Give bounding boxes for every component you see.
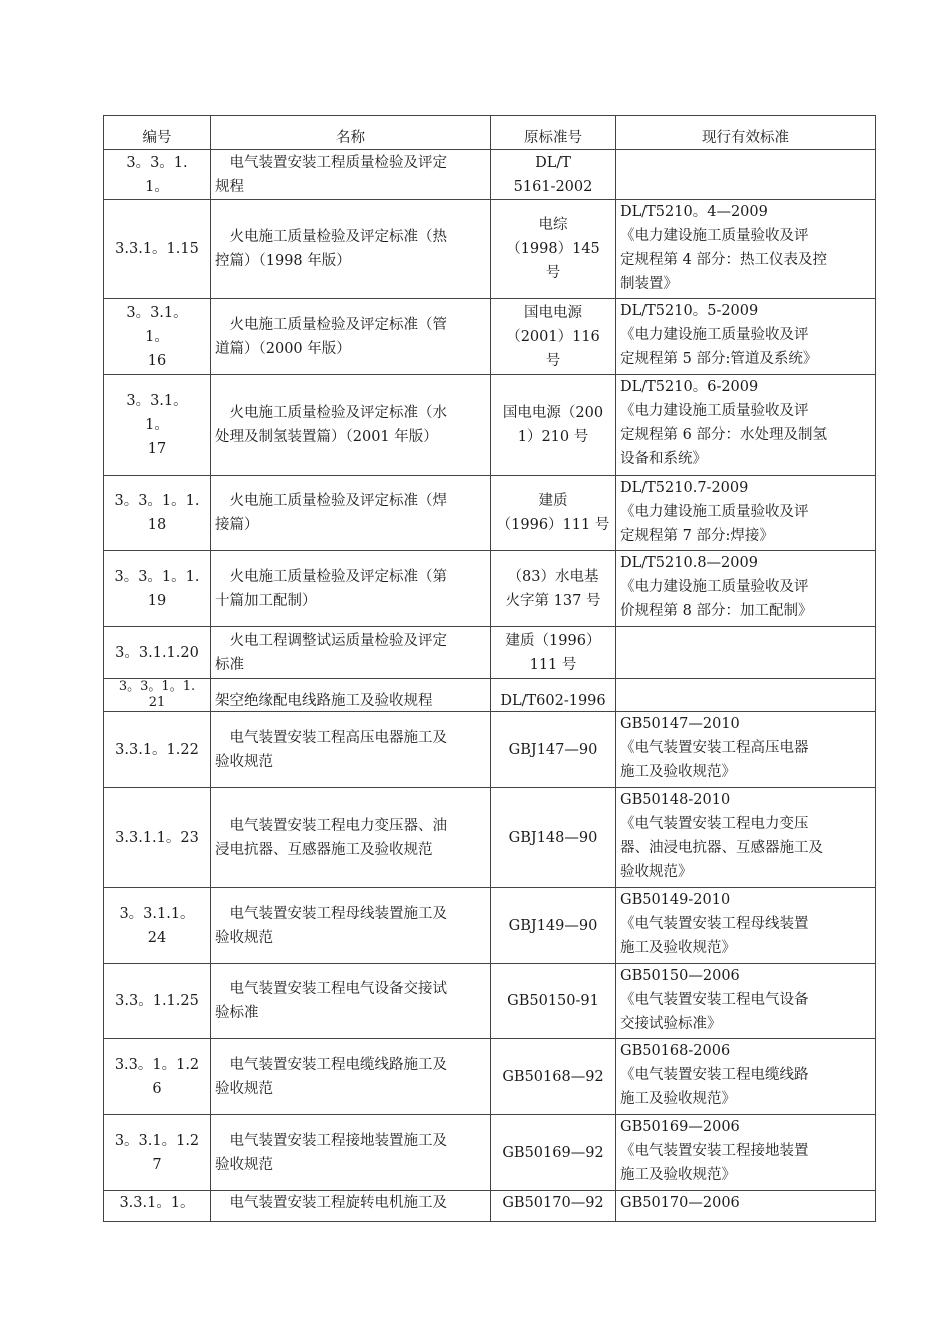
cell-name: 火电施工质量检验及评定标准（焊 接篇） (215, 493, 447, 533)
cell-name: 火电施工质量检验及评定标准（管 道篇）（2000 年版） (215, 316, 447, 357)
cell-name: 火电施工质量检验及评定标准（第 十篇加工配制） (215, 568, 447, 609)
cell-original-standard: GB50170—92 (502, 1195, 604, 1211)
cell-name: 电气装置安装工程质量检验及评定 规程 (215, 154, 447, 195)
cell-original-standard: 国电电源 （2001）116 号 (506, 304, 600, 369)
cell-original-standard: DL/T602-1996 (500, 693, 606, 709)
cell-current-standard: GB50149-2010 《电气装置安装工程母线装置 施工及验收规范》 (620, 892, 809, 956)
table-row (104, 551, 876, 627)
cell-code: 3.3。1.1.25 (115, 993, 199, 1009)
table-row (104, 476, 876, 551)
cell-original-standard: （83）水电基 火字第 137 号 (505, 568, 601, 609)
cell-original-standard: GBJ148—90 (508, 829, 598, 846)
cell-name: 电气装置安装工程母线装置施工及 验收规范 (215, 905, 447, 946)
cell-code: 3。3.1。1.2 7 (114, 1132, 200, 1173)
cell-current-standard: GB50170—2006 (620, 1195, 740, 1211)
cell-current-standard: DL/T5210。5-2009 《电力建设施工质量验收及评 定规程第 5 部分:管道及系统》 (620, 303, 818, 367)
cell-original-standard: GBJ149—90 (508, 917, 598, 934)
cell-current-standard: GB50147—2010 《电气装置安装工程高压电器 施工及验收规范》 (620, 716, 809, 780)
table-row (104, 150, 876, 200)
cell-current-standard: DL/T5210.7-2009 《电力建设施工质量验收及评 定规程第 7 部分:焊接》 (620, 480, 809, 544)
cell-original-standard: DL/T 5161-2002 (513, 154, 593, 195)
cell-code: 3.3.1.1。23 (115, 829, 199, 846)
cell-original-standard: GBJ147—90 (508, 741, 598, 758)
table-row (104, 1115, 876, 1191)
table-row (104, 1191, 876, 1222)
table-row (104, 200, 876, 299)
standards-table (103, 115, 876, 1222)
cell-current-standard: GB50150—2006 《电气装置安装工程电气设备 交接试验标准》 (620, 968, 809, 1032)
cell-current-standard: GB50148-2010 《电气装置安装工程电力变压 器、油浸电抗器、互感器施工及 验收规范》 (620, 792, 823, 880)
table-header-row (104, 116, 876, 150)
cell-code: 3。3。1。1. 19 (114, 568, 200, 609)
cell-name: 电气装置安装工程旋转电机施工及 (215, 1195, 447, 1211)
cell-name: 火电施工质量检验及评定标准（水 处理及制氢装置篇）（2001 年版） (215, 405, 447, 445)
cell-current-standard: DL/T5210.8—2009 《电力建设施工质量验收及评 价规程第 8 部分：加工配制》 (620, 555, 813, 619)
cell-name: 电气装置安装工程电力变压器、油 浸电抗器、互感器施工及验收规范 (215, 817, 447, 858)
table-row (104, 375, 876, 476)
cell-original-standard: GB50168—92 (502, 1068, 604, 1085)
table-row (104, 964, 876, 1039)
cell-name: 火电施工质量检验及评定标准（热 控篇）（1998 年版） (215, 229, 447, 269)
table-row (104, 299, 876, 375)
cell-code: 3。3.1。 1。 17 (126, 393, 188, 457)
cell-code: 3。3。1。1. 21 (118, 679, 196, 710)
cell-name: 电气装置安装工程电气设备交接试 验标准 (215, 981, 447, 1021)
table-row (104, 627, 876, 679)
table-row (104, 788, 876, 888)
table-row (104, 888, 876, 964)
header-name: 名称 (211, 116, 491, 150)
cell-code: 3。3.1.1.20 (115, 644, 199, 661)
cell-code: 3.3.1。1。 (119, 1195, 195, 1211)
cell-original-standard: 建质 （1996）111 号 (496, 493, 610, 533)
cell-code: 3。3.1.1。 24 (119, 905, 195, 946)
cell-name: 火电工程调整试运质量检验及评定 标准 (215, 632, 447, 673)
cell-code: 3。3.1。 1。 16 (126, 304, 188, 369)
cell-name: 电气装置安装工程高压电器施工及 验收规范 (215, 729, 447, 770)
cell-code: 3.3.1。1.22 (115, 741, 199, 758)
cell-code: 3。3。1. 1。 (126, 154, 188, 195)
cell-current-standard: GB50168-2006 《电气装置安装工程电缆线路 施工及验收规范》 (620, 1043, 809, 1107)
cell-original-standard: GB50169—92 (502, 1144, 604, 1161)
table-row (104, 679, 876, 712)
cell-code: 3.3.1。1.15 (115, 241, 199, 257)
cell-current-standard: GB50169—2006 《电气装置安装工程接地装置 施工及验收规范》 (620, 1119, 809, 1183)
cell-name: 电气装置安装工程电缆线路施工及 验收规范 (215, 1056, 447, 1097)
table-row (104, 712, 876, 788)
cell-name: 架空绝缘配电线路施工及验收规程 (215, 693, 433, 709)
cell-code: 3。3。1。1. 18 (114, 493, 200, 533)
table-row (104, 1039, 876, 1115)
cell-original-standard: 电综 （1998）145 号 (506, 217, 600, 281)
header-original-standard: 原标准号 (491, 116, 616, 150)
header-code: 编号 (104, 116, 211, 150)
cell-code: 3.3。1。1.2 6 (114, 1056, 200, 1097)
header-current-standard: 现行有效标准 (616, 116, 876, 150)
cell-name: 电气装置安装工程接地装置施工及 验收规范 (215, 1132, 447, 1173)
cell-original-standard: 国电电源（200 1）210 号 (502, 405, 604, 445)
cell-current-standard: DL/T5210。6-2009 《电力建设施工质量验收及评 定规程第 6 部分：水处理及制氢 设备和系统》 (620, 379, 827, 467)
cell-current-standard: DL/T5210。4—2009 《电力建设施工质量验收及评 定规程第 4 部分：热工仪表及控 制装置》 (620, 204, 827, 292)
cell-original-standard: 建质（1996） 111 号 (505, 632, 601, 673)
cell-original-standard: GB50150-91 (507, 993, 599, 1009)
